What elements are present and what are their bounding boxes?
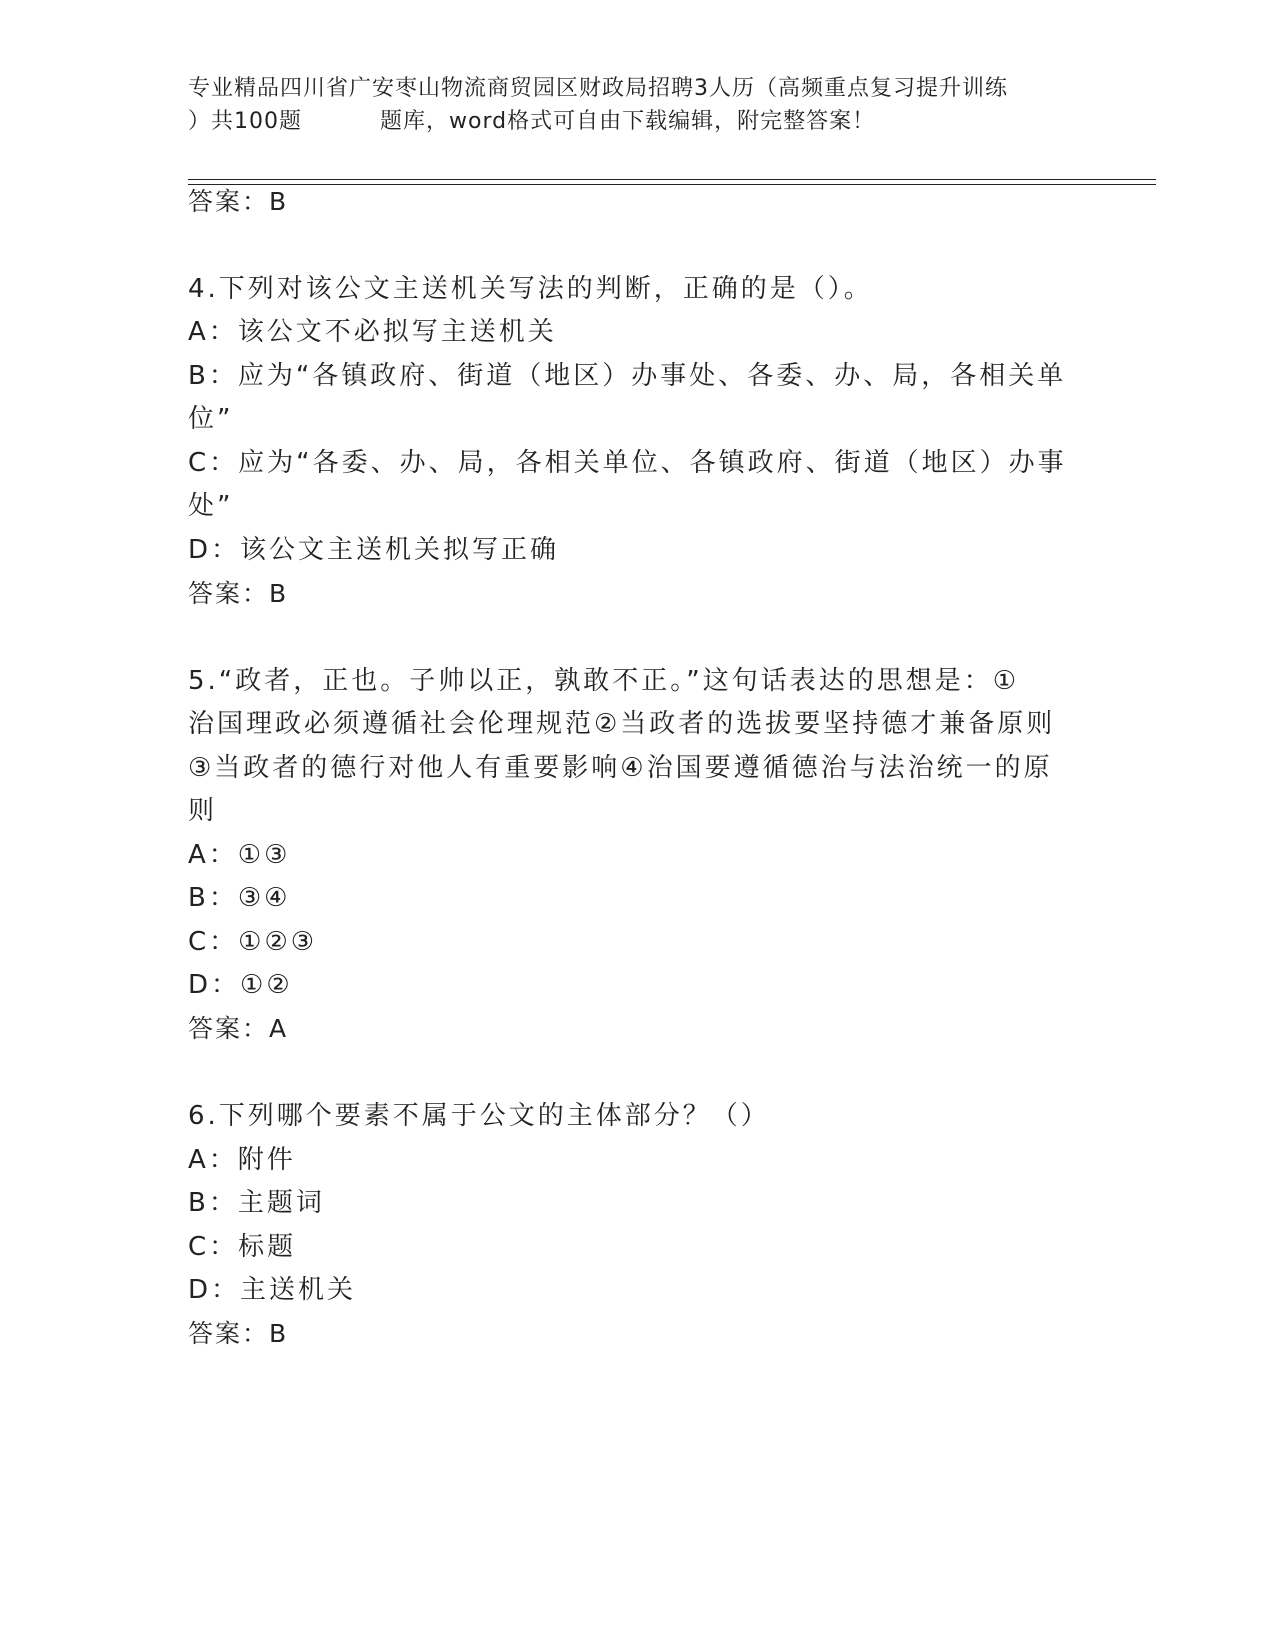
header-title-line2 xyxy=(188,105,1088,138)
page-header xyxy=(188,72,1088,138)
header-divider-top xyxy=(188,179,1156,180)
q4-option-a: A：该公文不必拟写主送机关 xyxy=(188,317,557,347)
q6-option-c: C：标题 xyxy=(188,1232,297,1262)
q5-stem-line1: 5.“政者，正也。子帅以正，孰敢不正。”这句话表达的思想是：① xyxy=(188,666,1020,696)
header-title-line1: 专业精品四川省广安枣山物流商贸园区财政局招聘3人历（高频重点复习提升训练 xyxy=(188,76,1008,101)
q4-option-d: D：该公文主送机关拟写正确 xyxy=(188,535,560,565)
q4-option-c-line1: C：应为“各委、办、局，各相关单位、各镇政府、街道（地区）办事 xyxy=(188,448,1067,478)
q5-option-d: D：①② xyxy=(188,970,293,1000)
q5-stem-line4: 则 xyxy=(188,796,218,826)
q5-option-a: A：①③ xyxy=(188,840,291,870)
header-count: ）共100题 xyxy=(188,109,302,134)
header-description: 题库，word格式可自由下载编辑，附完整答案！ xyxy=(380,109,876,134)
q5-stem-line2: 治国理政必须遵循社会伦理规范②当政者的选拔要坚持德才兼备原则 xyxy=(188,709,1056,739)
q6-option-a: A：附件 xyxy=(188,1145,296,1175)
q6-option-b: B：主题词 xyxy=(188,1188,325,1218)
q6-answer: 答案：B xyxy=(188,1319,289,1348)
q6-option-d: D：主送机关 xyxy=(188,1275,357,1305)
q4-stem: 4.下列对该公文主送机关写法的判断，正确的是（）。 xyxy=(188,274,873,304)
q4-option-c-line2: 处” xyxy=(188,491,234,521)
q6-stem: 6.下列哪个要素不属于公文的主体部分？（） xyxy=(188,1101,770,1131)
previous-answer: 答案：B xyxy=(188,187,289,216)
q5-answer: 答案：A xyxy=(188,1014,289,1043)
q5-option-c: C：①②③ xyxy=(188,927,318,957)
q4-option-b-line1: B：应为“各镇政府、街道（地区）办事处、各委、办、局，各相关单 xyxy=(188,361,1067,391)
q4-answer: 答案：B xyxy=(188,579,289,608)
q4-option-b-line2: 位” xyxy=(188,404,234,434)
header-divider-bottom xyxy=(188,184,1156,185)
q5-stem-line3: ③当政者的德行对他人有重要影响④治国要遵循德治与法治统一的原 xyxy=(188,753,1053,783)
q5-option-b: B：③④ xyxy=(188,883,291,913)
